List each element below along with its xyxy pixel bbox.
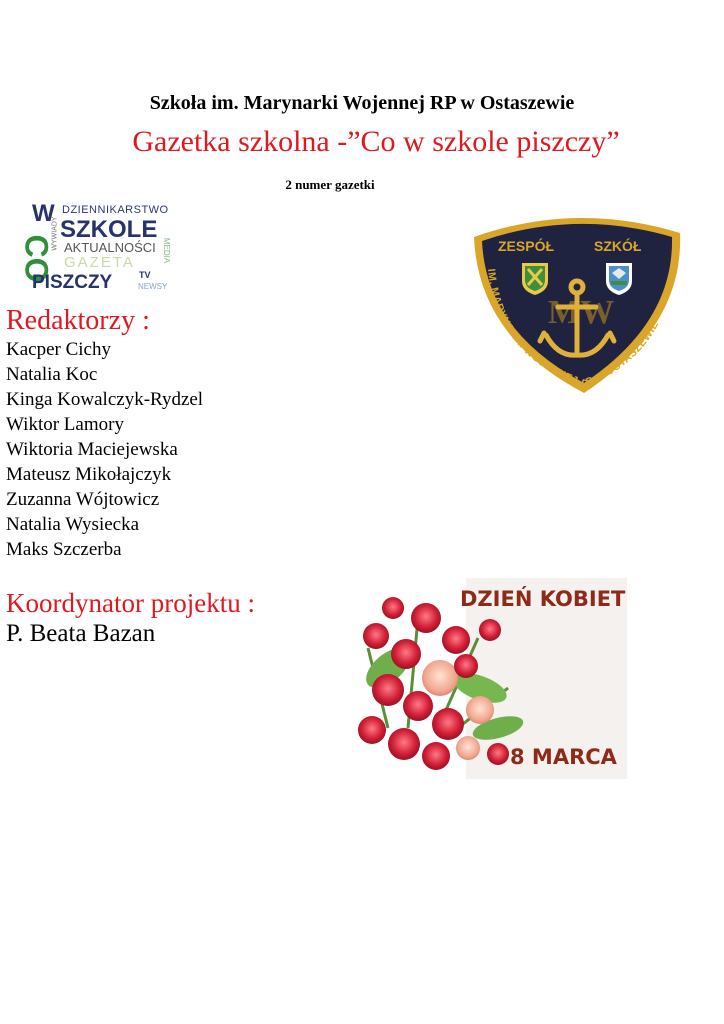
- coordinator-heading: Koordynator projektu :: [6, 588, 255, 618]
- editor-name: Natalia Wysiecka: [6, 514, 140, 535]
- logo-word-co: CO: [18, 234, 55, 283]
- logo-word-dziennikarstwo: DZIENNIKARSTWO: [62, 204, 169, 216]
- logo-word-aktualnosci: AKTUALNOŚCI: [64, 240, 156, 255]
- newspaper-logo: [18, 200, 176, 298]
- womens-day-poster: [348, 578, 627, 779]
- editor-name: Maks Szczerba: [6, 539, 122, 560]
- logo-word-wywiady: WYWIADY: [51, 216, 59, 251]
- school-name: Szkoła im. Marynarki Wojennej RP w Ostaszewie: [149, 92, 575, 114]
- editors-list: [6, 337, 203, 562]
- editor-name: Kacper Cichy: [6, 339, 111, 360]
- badge-monogram: MW: [548, 294, 615, 331]
- issue-number: 2 numer gazetki: [285, 177, 375, 192]
- logo-word-gazeta: GAZETA: [64, 254, 135, 271]
- logo-word-newsy: NEWSY: [138, 282, 168, 291]
- editor-name: Wiktoria Maciejewska: [6, 439, 178, 460]
- badge-text-szkol: SZKÓŁ: [594, 238, 642, 254]
- womens-day-date: 8 MARCA: [510, 745, 617, 769]
- school-badge: [466, 207, 688, 397]
- badge-text-zespol: ZESPÓŁ: [498, 238, 555, 254]
- editor-name: Wiktor Lamory: [6, 414, 124, 435]
- logo-word-szkole: SZKOLE: [60, 216, 158, 243]
- womens-day-title: DZIEŃ KOBIET: [460, 587, 626, 611]
- coordinator-name: P. Beata Bazan: [6, 620, 156, 647]
- logo-word-media: MEDIA: [162, 237, 172, 264]
- logo-word-tv: TV: [139, 270, 151, 280]
- editors-heading: Redaktorzy :: [6, 305, 150, 336]
- newspaper-title: Gazetka szkolna -”Co w szkole piszczy”: [132, 125, 620, 158]
- badge-ring-text: IM. MARYNARKI WOJENNEJ RP w OSTASZEWIE: [485, 268, 662, 392]
- editor-name: Kinga Kowalczyk-Rydzel: [6, 389, 204, 410]
- editor-name: Zuzanna Wójtowicz: [6, 489, 160, 510]
- logo-word-piszczy: PISZCZY: [32, 272, 113, 293]
- editor-name: Mateusz Mikołajczyk: [6, 464, 172, 485]
- logo-word-w: W: [32, 200, 55, 227]
- editor-name: Natalia Koc: [6, 364, 98, 385]
